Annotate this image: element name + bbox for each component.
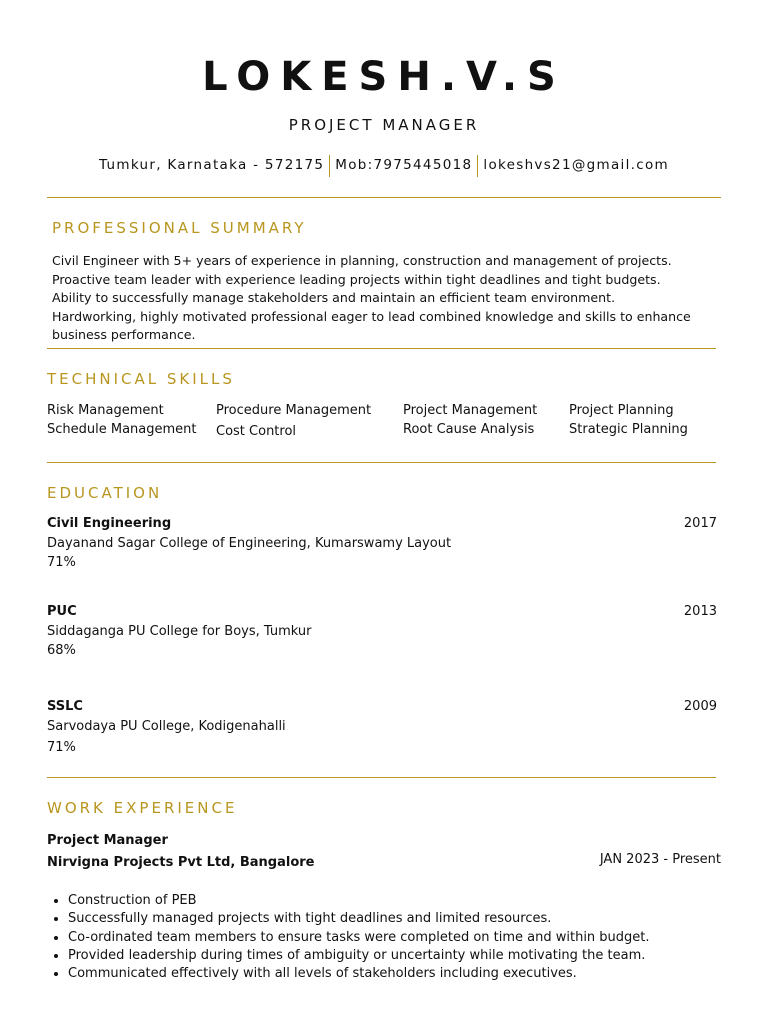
education-year: 2017 [683, 516, 717, 531]
education-score: 68% [47, 643, 76, 658]
education-year: 2013 [683, 604, 717, 619]
job-period: JAN 2023 - Present [599, 852, 721, 867]
skill-item: Project Management [403, 403, 538, 418]
education-year: 2009 [683, 699, 717, 714]
education-divider [47, 777, 716, 778]
education-score: 71% [47, 555, 76, 570]
skill-item: Strategic Planning [569, 422, 688, 437]
contact-divider [329, 155, 330, 177]
contact-phone: Mob:7975445018 [335, 157, 473, 173]
summary-line: Proactive team leader with experience leading projects within tight deadlines and tight budgets. [52, 271, 661, 287]
job-title: Project Manager [47, 833, 168, 848]
education-degree: PUC [47, 604, 77, 619]
job-responsibilities [47, 892, 758, 983]
education-score: 71% [47, 740, 76, 755]
header-divider [47, 197, 721, 198]
experience-title: WORK EXPERIENCE [47, 799, 238, 817]
summary-line: Ability to successfully manage stakeholders and maintain an efficient team environment. [52, 290, 616, 305]
candidate-role: PROJECT MANAGER [288, 116, 480, 134]
contact-location: Tumkur, Karnataka - 572175 [99, 157, 325, 173]
summary-line: Hardworking, highly motivated professional eager to lead combined knowledge and skills to enhance [52, 308, 691, 324]
list-item: • Co-ordinated team members to ensure tasks were completed on time and within budget. [68, 929, 758, 947]
skill-item: Project Planning [569, 403, 674, 418]
list-item: • Successfully managed projects with tight deadlines and limited resources. [68, 910, 758, 928]
education-institution: Siddaganga PU College for Boys, Tumkur [47, 624, 312, 639]
summary-text [52, 252, 732, 345]
contact-line [0, 155, 768, 177]
contact-divider [477, 155, 478, 177]
education-institution: Sarvodaya PU College, Kodigenahalli [47, 719, 286, 734]
skill-item: Root Cause Analysis [403, 422, 535, 437]
education-degree: Civil Engineering [47, 516, 172, 531]
skills-divider [47, 462, 716, 463]
contact-email[interactable]: lokeshvs21@gmail.com [483, 157, 669, 173]
summary-line: Civil Engineer with 5+ years of experience in planning, construction and management of projects. [52, 253, 672, 268]
skill-item: Procedure Management [216, 403, 372, 418]
skill-item: Risk Management [47, 403, 164, 418]
list-item: • Communicated effectively with all levels of stakeholders including executives. [68, 965, 758, 983]
job-company: Nirvigna Projects Pvt Ltd, Bangalore [47, 855, 315, 870]
skill-item: Cost Control [216, 424, 297, 439]
education-institution: Dayanand Sagar College of Engineering, Kumarswamy Layout [47, 536, 452, 551]
education-title: EDUCATION [47, 484, 163, 502]
summary-title: PROFESSIONAL SUMMARY [52, 219, 307, 237]
list-item: • Provided leadership during times of ambiguity or uncertainty while motivating the team. [68, 947, 758, 965]
candidate-name: LOKESH.V.S [202, 54, 566, 100]
summary-line: business performance. [52, 327, 196, 342]
education-degree: SSLC [47, 699, 83, 714]
skill-item: Schedule Management [47, 422, 197, 437]
list-item: • Construction of PEB [68, 892, 758, 910]
summary-divider [47, 348, 716, 349]
skills-title: TECHNICAL SKILLS [47, 370, 235, 388]
